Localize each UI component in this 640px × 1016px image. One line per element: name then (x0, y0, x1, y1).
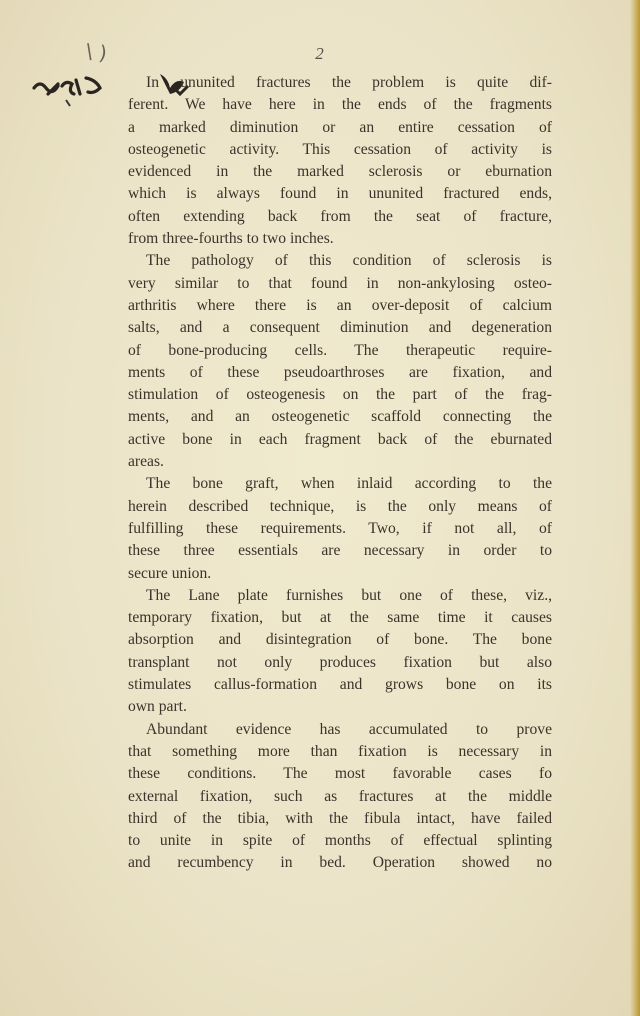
text-line: external fixation, such as fractures at the middle (128, 787, 552, 805)
text-line: and recumbency in bed. Operation showed no (128, 854, 552, 872)
text-line: osteogenetic activity. This cessation of activity is (128, 140, 552, 158)
text-line: third of the tibia, with the fibula intact, have failed (128, 809, 552, 827)
text-line: secure union. (128, 564, 212, 582)
text-line: these three essentials are necessary in order to (128, 542, 552, 560)
text-line: these conditions. The most favorable cases fo (128, 765, 552, 783)
text-line: areas. (128, 453, 164, 471)
page-number: 2 (315, 44, 325, 63)
text-line: herein described technique, is the only means of (128, 497, 552, 515)
text-line: The bone graft, when inlaid according to the (146, 475, 552, 493)
text-line: to unite in spite of months of effectual splinting (128, 832, 552, 850)
text-line: ferent. We have here in the ends of the fragments (128, 96, 552, 114)
text-line: Abundant evidence has accumulated to prove (146, 720, 552, 738)
text-line: a marked diminution or an entire cessation of (128, 118, 552, 136)
body-text (128, 72, 552, 875)
text-line: temporary fixation, but at the same time it causes (128, 609, 552, 627)
text-line: that something more than fixation is necessary in (128, 742, 552, 760)
text-line: In ununited fractures the problem is quite dif- (146, 74, 552, 91)
text-line: stimulates callus-formation and grows bone on its (128, 676, 552, 694)
text-line: ments of these pseudoarthroses are fixation, and (128, 363, 552, 381)
text-line: The pathology of this condition of sclerosis is (146, 252, 552, 270)
text-line: often extending back from the seat of fracture, (128, 207, 552, 225)
text-line: fulfilling these requirements. Two, if not all, of (128, 519, 552, 537)
text-line: arthritis where there is an over-deposit of calcium (128, 296, 552, 314)
text-line: own part. (128, 698, 187, 716)
text-line: absorption and disintegration of bone. The bone (128, 631, 552, 649)
page-edge-shadow (630, 0, 640, 1016)
text-line: active bone in each fragment back of the eburnated (128, 430, 552, 448)
text-line: of bone-producing cells. The therapeutic require- (128, 341, 552, 359)
text-line: from three-fourths to two inches. (128, 230, 334, 248)
text-line: stimulation of osteogenesis on the part of the frag- (128, 386, 552, 404)
text-line: The Lane plate furnishes but one of these, viz., (146, 586, 552, 604)
text-line: which is always found in ununited fractured ends, (128, 185, 552, 203)
corner-mark: \ ) (84, 38, 109, 66)
text-line: evidenced in the marked sclerosis or eburnation (128, 163, 552, 181)
text-line: ments, and an osteogenetic scaffold connecting the (128, 408, 552, 426)
text-line: transplant not only produces fixation but also (128, 653, 552, 671)
text-line: salts, and a consequent diminution and degeneration (128, 319, 552, 337)
text-line: very similar to that found in non-ankylosing osteo- (128, 274, 552, 292)
